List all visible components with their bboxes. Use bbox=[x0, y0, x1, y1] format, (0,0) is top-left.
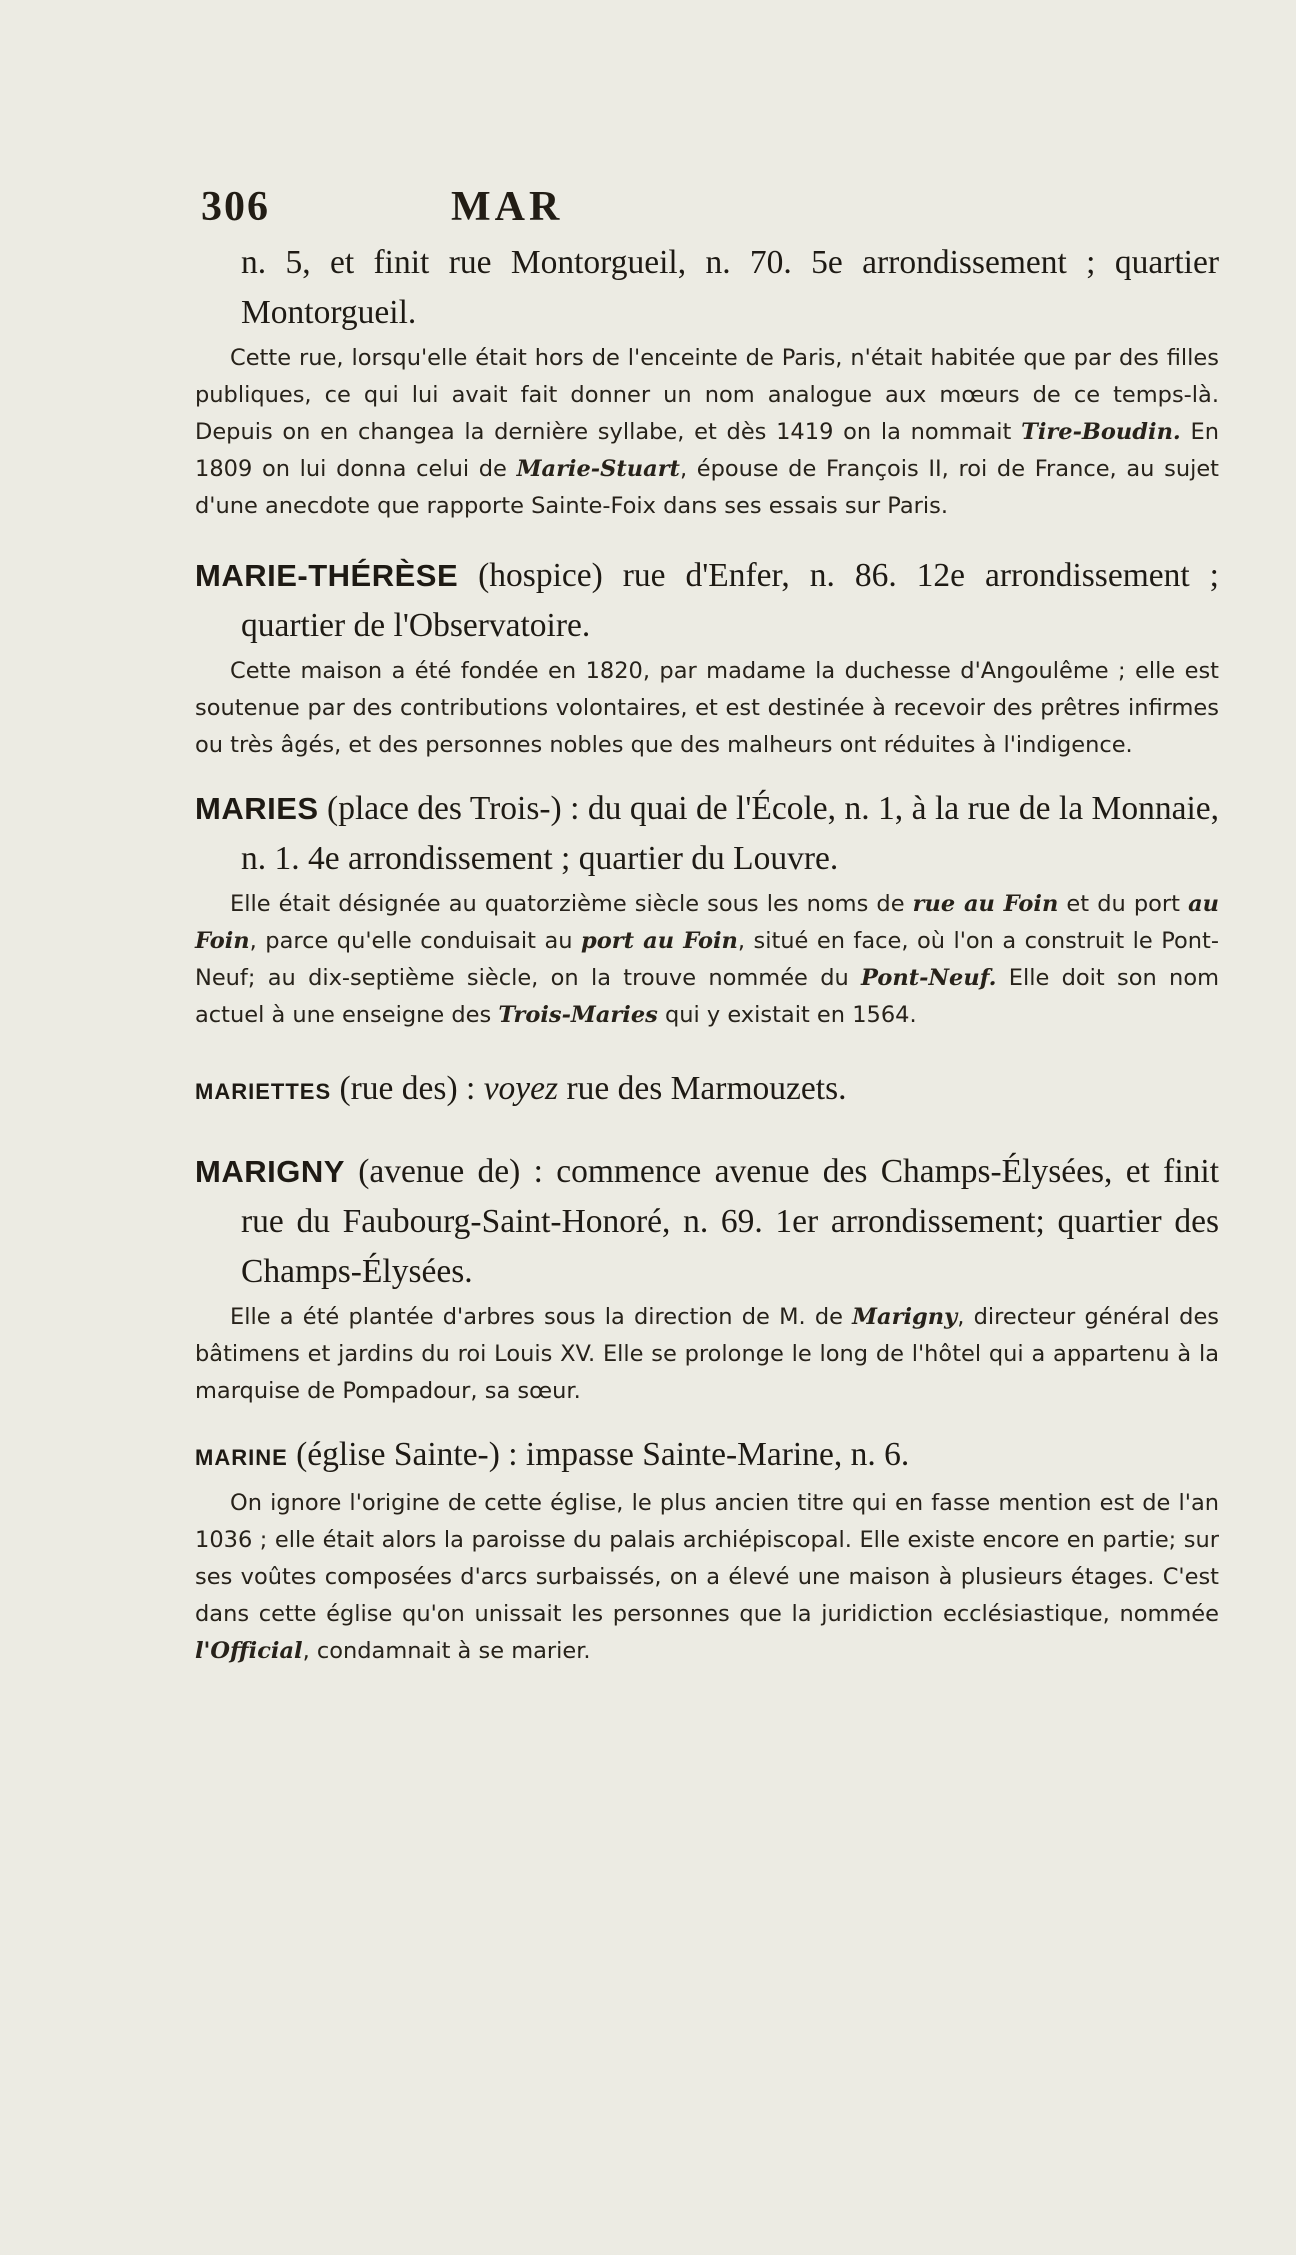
heading-text: (église Sainte-) : impasse Sainte-Marine, n. 6. bbox=[287, 1436, 910, 1473]
heading-text: (place des Trois-) : du quai de l'École, n. 1, à la rue de la Monnaie, n. 1. 4e arrondissement ; quartier du Louvre. bbox=[241, 790, 1219, 877]
entry-mariettes bbox=[195, 1064, 1219, 1117]
entry-marine bbox=[195, 1430, 1219, 1670]
italic-run: rue au Foin bbox=[912, 891, 1059, 917]
text-run: , directeur général des bâtimens et jardins du roi Louis XV. Elle se prolonge le long de l'hôtel qui a appartenu à la marquise de Pompadour, sa sœur. bbox=[195, 1304, 1220, 1404]
entry-heading bbox=[195, 1147, 1219, 1297]
heading-text: rue des Marmouzets. bbox=[558, 1070, 847, 1107]
text-run: , parce qu'elle conduisait au bbox=[249, 928, 581, 954]
entry-description bbox=[195, 1485, 1219, 1670]
entry-heading bbox=[195, 1430, 1219, 1483]
entry-heading bbox=[195, 1064, 1219, 1117]
heading-text: (hospice) rue d'Enfer, n. 86. 12e arrondissement ; quartier de l'Observatoire. bbox=[241, 557, 1219, 644]
entry-heading: n. 5, et finit rue Montorgueil, n. 70. 5e arrondissement ; quartier Montorgueil. bbox=[241, 244, 1219, 331]
page-number: 306 bbox=[201, 184, 270, 230]
italic-run: port au Foin bbox=[580, 928, 738, 954]
entry-marie-therese bbox=[195, 551, 1219, 764]
heading-text: (rue des) : bbox=[331, 1070, 484, 1107]
entry-keyword: MARIGNY bbox=[195, 1154, 345, 1189]
text-run: , situé en face, où l'on a construit le Pont-Neuf; au dix-septième siècle, on la trouve nommée du bbox=[195, 928, 1219, 991]
text-run: On ignore l'origine de cette église, le plus ancien titre qui en fasse mention est de l'an 1036 ; elle était alors la paroisse du palais archiépiscopal. Elle existe encore en partie; sur ses voûtes composées d'arcs surbaissés, on a élevé une maison à plusieurs étages. C'est dans cette église qu'on unissait les personnes que la juridiction ecclésiastique, nommée bbox=[195, 1490, 1219, 1627]
entry-description: Cette maison a été fondée en 1820, par madame la duchesse d'Angoulême ; elle est soutenue par des contributions volontaires, et est destinée à recevoir des prêtres infirmes ou très âgés, et des personnes nobles que des malheurs ont réduites à l'indigence. bbox=[195, 658, 1219, 758]
entry-keyword: MARIETTES bbox=[195, 1079, 332, 1104]
text-run: Elle doit son nom actuel à une enseigne des bbox=[195, 965, 1220, 1028]
italic-run: Trois-Maries bbox=[498, 1002, 658, 1028]
text-run: , épouse de François II, roi de France, au sujet d'une anecdote que rapporte Sainte-Foix dans ses essais sur Paris. bbox=[195, 456, 1219, 519]
entry-description bbox=[195, 1299, 1219, 1410]
entry-keyword: MARIE-THÉRÈSE bbox=[195, 558, 459, 593]
entry-heading bbox=[195, 784, 1219, 884]
italic-run: au Foin bbox=[195, 891, 1219, 954]
entry-marigny bbox=[195, 1147, 1219, 1410]
text-run: Cette rue, lorsqu'elle était hors de l'enceinte de Paris, n'était habitée que par des filles publiques, ce qui lui avait fait donner un nom analogue aux mœurs de ce temps-là. Depuis on en changea la dernière syllabe, et dès 1419 on la nommait bbox=[195, 345, 1219, 445]
heading-text: (avenue de) : commence avenue des Champs-Élysées, et finit rue du Faubourg-Saint-Honoré, n. 69. 1er arrondissement; quartier des Champs-Élysées. bbox=[241, 1153, 1219, 1290]
text-run: En 1809 on lui donna celui de bbox=[195, 419, 1219, 482]
entry-heading bbox=[195, 551, 1219, 651]
italic-run: Marie-Stuart bbox=[516, 456, 680, 482]
text-run: qui y existait en 1564. bbox=[657, 1002, 917, 1028]
text-run: , condamnait à se marier. bbox=[302, 1638, 591, 1664]
entry-maries bbox=[195, 784, 1219, 1034]
entry-description bbox=[195, 340, 1219, 525]
italic-run: Tire-Boudin. bbox=[1021, 419, 1181, 445]
entry-keyword: MARINE bbox=[195, 1445, 288, 1470]
text-run: Elle était désignée au quatorzième siècle sous les noms de bbox=[230, 891, 913, 917]
italic-run: l'Official bbox=[195, 1638, 303, 1664]
text-run: Elle a été plantée d'arbres sous la direction de M. de bbox=[230, 1304, 853, 1330]
entry-continuation bbox=[195, 238, 1219, 525]
page-content bbox=[195, 238, 1219, 1670]
italic-run: Pont-Neuf. bbox=[861, 965, 997, 991]
italic-run: voyez bbox=[483, 1070, 559, 1107]
italic-run: Marigny bbox=[852, 1304, 958, 1330]
entry-description bbox=[195, 886, 1219, 1034]
entry-keyword: MARIES bbox=[195, 791, 319, 826]
text-run: et du port bbox=[1058, 891, 1189, 917]
running-head: MAR bbox=[451, 184, 564, 230]
